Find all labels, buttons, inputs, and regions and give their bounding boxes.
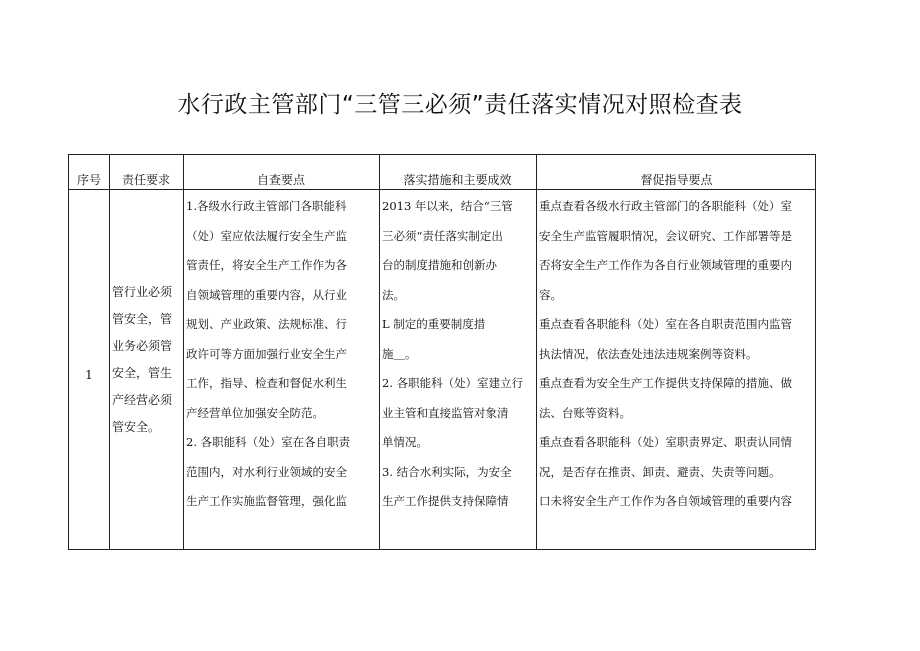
header-measures: 落实措施和主要成效 [403,173,512,187]
self-check-line: 自领域管理的重要内容，从行业 [186,287,347,302]
measures-line: 施＿。 [382,346,417,361]
requirement-line: 业务必须管 [112,339,173,353]
measures-line: 台的制度措施和创新办 [382,258,497,272]
supervision-line: 口未将安全生产工作作为各自领域管理的重要内容 [539,494,792,508]
supervision-line: 重点查看各职能科（处）室在各自职责范围内监管 [539,317,792,331]
requirement-line: 安全，管生 [112,366,173,380]
column-divider [109,155,110,549]
header-requirement: 责任要求 [121,173,170,187]
header-supervision: 督促指导要点 [640,173,713,187]
self-check-line: 生产工作实施监督管理，强化监 [186,494,347,508]
requirement-line: 管安全，管 [112,312,173,326]
requirement-line: 管安全。 [112,420,161,434]
row-seq: 1 [85,368,93,382]
measures-line: 生产工作提供支持保障情 [382,494,509,508]
requirement-cell [112,279,182,441]
self-check-line: 工作，指导、检查和督促水利生 [186,376,347,390]
check-table [68,154,816,550]
supervision-line: 安全生产监管履职情况，会议研究、工作部署等是 [539,228,792,243]
self-check-line: 政许可等方面加强行业安全生产 [186,346,347,361]
supervision-line: 否将安全生产工作作为各自行业领域管理的重要内 [539,258,792,272]
self-check-line: 规划、产业政策、法规标准、行 [186,317,347,331]
supervision-line: 重点查看为安全生产工作提供支持保障的措施、做 [539,376,792,390]
self-check-line: 管责任，将安全生产工作作为各 [186,258,347,272]
supervision-line: 容。 [539,287,562,302]
column-divider [536,155,537,549]
supervision-line: 执法情况，依法查处违法违规案例等资料。 [539,346,758,361]
column-divider [183,155,184,549]
measures-line: 2013 年以来，结合“三管 [382,199,513,213]
measures-line: 三必须“责任落实制定出 [382,228,503,243]
measures-line: 法。 [382,287,405,302]
requirement-line: 产经营必须 [112,393,173,407]
measures-line: 3. 结合水利实际，为安全 [382,464,512,479]
self-check-line: 2. 各职能科（处）室在各自职责 [186,435,351,449]
self-check-line: 范围内，对水利行业领域的安全 [186,464,347,479]
header-seq: 序号 [76,173,101,187]
supervision-cell [539,192,816,550]
measures-line: 业主管和直接监管对象清 [382,405,509,420]
measures-line: L 制定的重要制度措 [382,317,486,331]
measures-cell [382,192,535,550]
self-check-line: （处）室应依法履行安全生产监 [186,228,347,243]
column-divider [379,155,380,549]
supervision-line: 法、台账等资料。 [539,405,631,420]
supervision-line: 重点查看各级水行政主管部门的各职能科（处）室 [539,199,792,213]
header-divider [69,189,815,190]
supervision-line: 重点查看各职能科（处）室职责界定、职责认同情 [539,435,792,449]
header-self-check: 自查要点 [256,173,305,187]
measures-line: 单情况。 [382,435,428,449]
page-title: 水行政主管部门“三管三必须”责任落实情况对照检查表 [177,92,743,118]
requirement-line: 管行业必须 [112,285,173,299]
measures-line: 2. 各职能科（处）室建立行 [382,376,524,390]
self-check-line: 1.各级水行政主管部门各职能科 [186,199,347,213]
supervision-line: 况，是否存在推责、卸责、避责、失责等问题。 [539,464,781,479]
self-check-cell [186,192,378,550]
self-check-line: 产经营单位加强安全防范。 [186,405,324,420]
